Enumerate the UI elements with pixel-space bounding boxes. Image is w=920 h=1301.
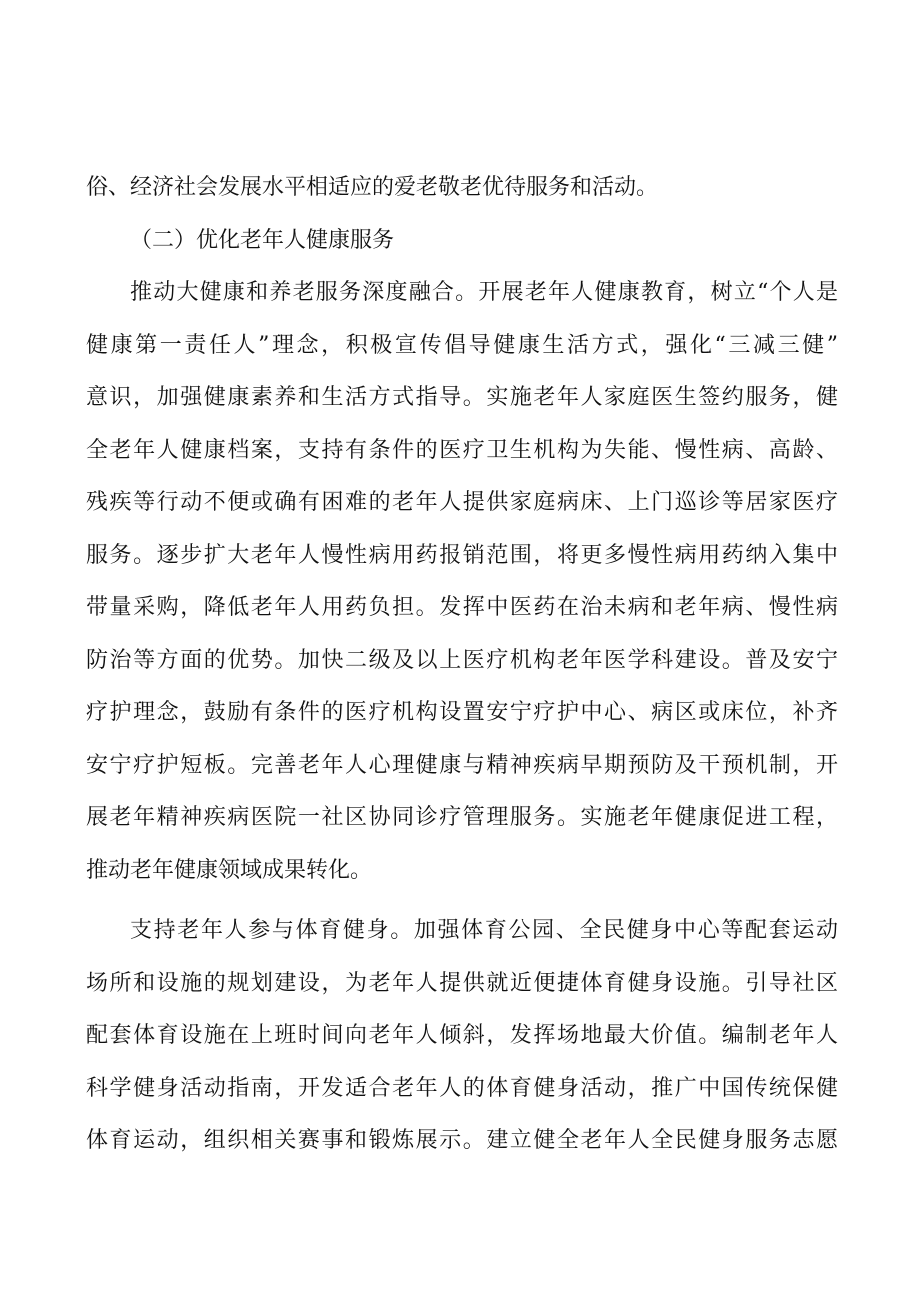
- paragraph-line: 体育运动，组织相关赛事和锻炼展示。建立健全老年人全民健身服务志愿: [86, 1128, 838, 1153]
- paragraph-line: 健康第一责任人”理念，积极宣传倡导健康生活方式，强化“三减三健”: [86, 332, 838, 358]
- paragraph-line: 带量采购，降低老年人用药负担。发挥中医药在治未病和老年病、慢性病: [86, 595, 838, 620]
- paragraph-line: 展老年精神疾病医院一社区协同诊疗管理服务。实施老年健康促进工程，: [86, 805, 838, 830]
- paragraph-fitness: [86, 905, 838, 1168]
- paragraph-health-services: [86, 267, 838, 897]
- paragraph-line: 意识，加强健康素养和生活方式指导。实施老年人家庭医生签约服务，健: [86, 385, 838, 410]
- paragraph-line: 安宁疗护短板。完善老年人心理健康与精神疾病早期预防及干预机制，开: [86, 752, 838, 778]
- paragraph-line: 疗护理念，鼓励有条件的医疗机构设置安宁疗护中心、病区或床位，补齐: [86, 700, 838, 725]
- paragraph-gap: [86, 897, 838, 905]
- paragraph-line: 残疾等行动不便或确有困难的老年人提供家庭病床、上门巡诊等居家医疗: [86, 490, 838, 515]
- paragraph-line: 场所和设施的规划建设，为老年人提供就近便捷体育健身设施。引导社区: [86, 970, 838, 996]
- paragraph-line: 防治等方面的优势。加快二级及以上医疗机构老年医学科建设。普及安宁: [86, 647, 838, 673]
- document-body: [86, 162, 838, 1168]
- paragraph-line: 全老年人健康档案，支持有条件的医疗卫生机构为失能、慢性病、高龄、: [86, 437, 838, 463]
- paragraph-line: 配套体育设施在上班时间向老年人倾斜，发挥场地最大价值。编制老年人: [86, 1023, 838, 1048]
- paragraph-line: 推动老年健康领域成果转化。: [86, 857, 373, 883]
- continuation-line: 俗、经济社会发展水平相适应的爱老敬老优待服务和活动。: [86, 175, 659, 200]
- paragraph-line: 科学健身活动指南，开发适合老年人的体育健身活动，推广中国传统保健: [86, 1075, 838, 1101]
- section-heading: （二）优化老年人健康服务: [130, 227, 395, 253]
- paragraph-line: 服务。逐步扩大老年人慢性病用药报销范围，将更多慢性病用药纳入集中: [86, 542, 838, 568]
- paragraph-line: 支持老年人参与体育健身。加强体育公园、全民健身中心等配套运动: [130, 918, 838, 943]
- paragraph-line: 推动大健康和养老服务深度融合。开展老年人健康教育，树立“个人是: [130, 280, 838, 305]
